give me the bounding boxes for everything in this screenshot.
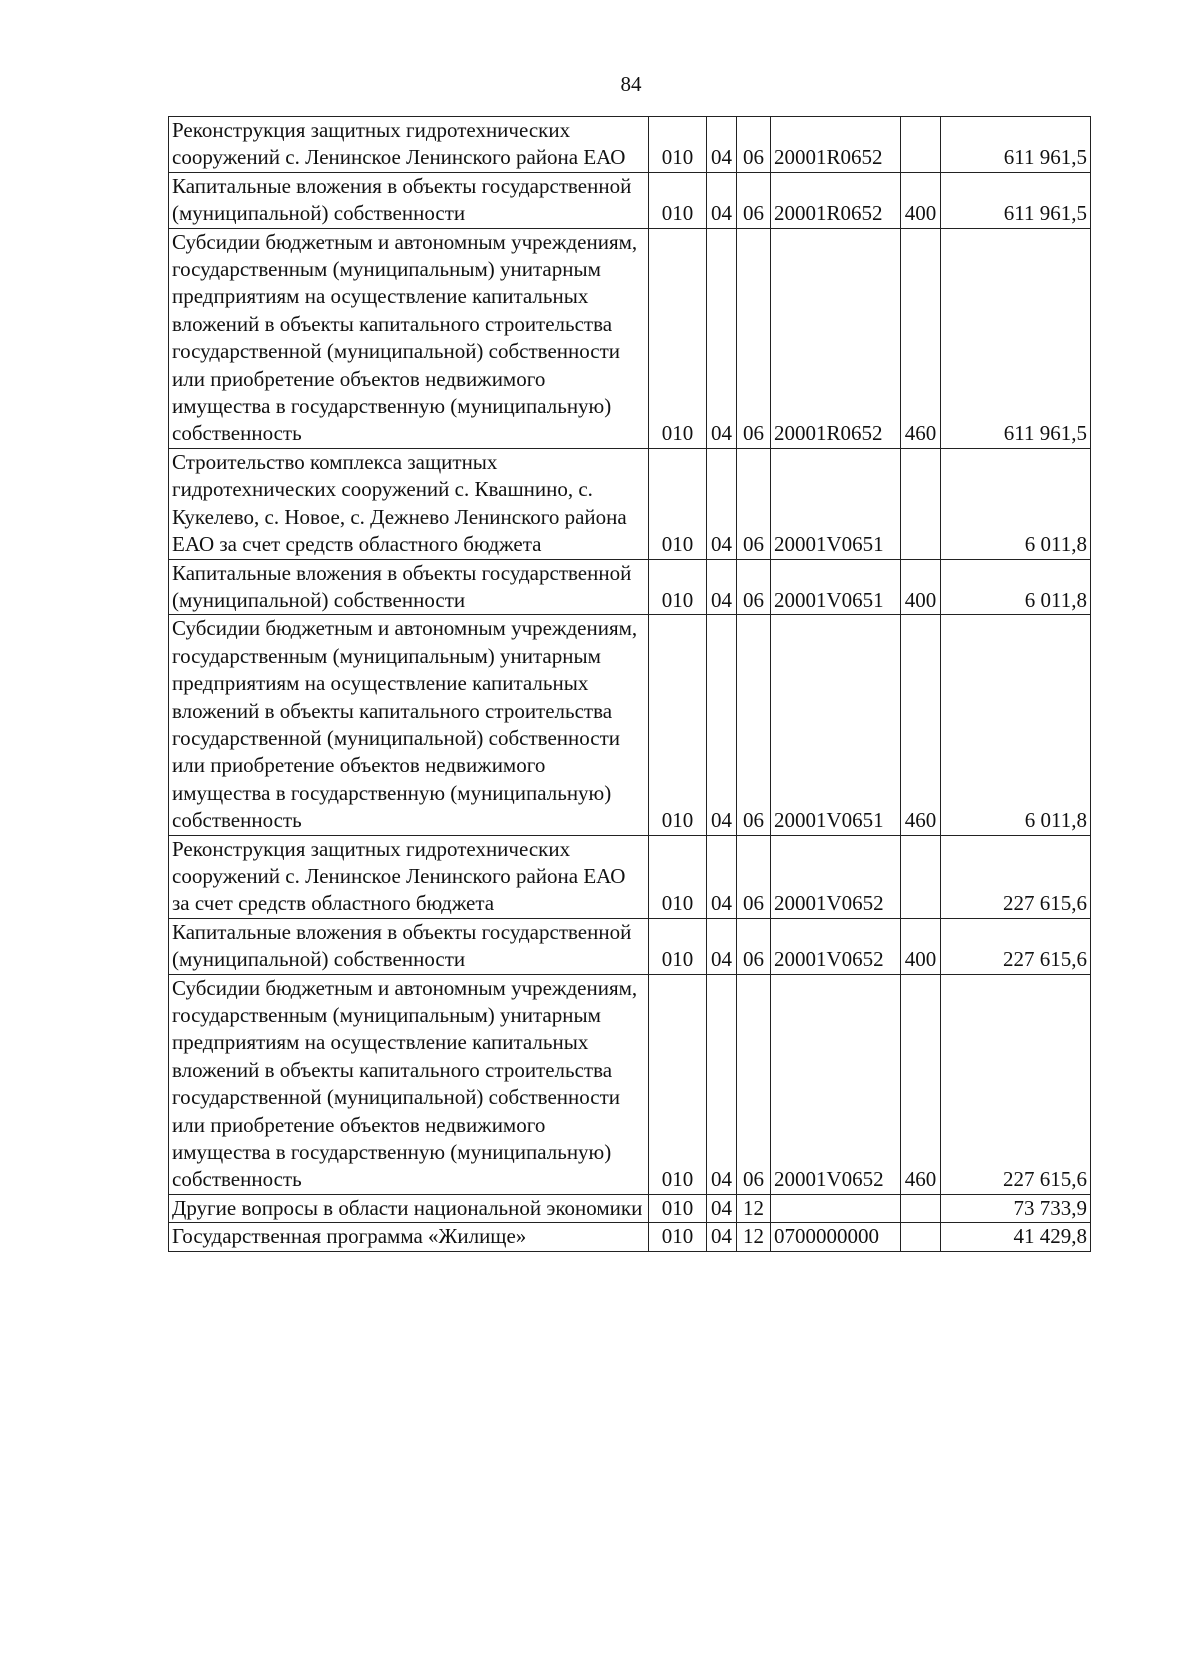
table-row: [169, 974, 1091, 1194]
row-name: Капитальные вложения в объекты государственной (муниципальной) собственности: [169, 918, 649, 974]
row-name: Субсидии бюджетным и автономным учреждениям, государственным (муниципальным) унитарным предприятиям на осуществление капитальных вложений в объекты капитального строительства государственной (муниципальной) собственности или приобретение объектов недвижимого имущества в государственную (муниципальную) собственность: [169, 615, 649, 835]
row-vr: 460: [901, 228, 941, 448]
row-grbs: 010: [649, 615, 707, 835]
row-pr: 06: [737, 559, 771, 615]
row-vr: [901, 835, 941, 918]
row-sum: 227 615,6: [941, 835, 1091, 918]
row-vr: 400: [901, 559, 941, 615]
row-name: Строительство комплекса защитных гидротехнических сооружений с. Квашнино, с. Кукелево, с. Новое, с. Дежнево Ленинского района ЕАО за счет средств областного бюджета: [169, 448, 649, 559]
row-vr: [901, 117, 941, 173]
row-vr: 460: [901, 615, 941, 835]
row-sum: 73 733,9: [941, 1194, 1091, 1222]
budget-table: [168, 116, 1091, 1252]
row-sum: 611 961,5: [941, 117, 1091, 173]
row-rz: 04: [707, 615, 737, 835]
table-row: [169, 835, 1091, 918]
row-rz: 04: [707, 448, 737, 559]
row-rz: 04: [707, 918, 737, 974]
row-sum: 41 429,8: [941, 1223, 1091, 1251]
row-name: Реконструкция защитных гидротехнических сооружений с. Ленинское Ленинского района ЕАО: [169, 117, 649, 173]
row-name: Государственная программа «Жилище»: [169, 1223, 649, 1251]
row-rz: 04: [707, 974, 737, 1194]
row-name: Капитальные вложения в объекты государственной (муниципальной) собственности: [169, 172, 649, 228]
row-csr: [771, 1194, 901, 1222]
table-row: [169, 615, 1091, 835]
row-pr: 06: [737, 835, 771, 918]
row-csr: 20001V0651: [771, 559, 901, 615]
row-grbs: 010: [649, 1194, 707, 1222]
row-csr: 20001V0651: [771, 615, 901, 835]
table-row: [169, 172, 1091, 228]
page-number: 84: [620, 72, 642, 96]
row-grbs: 010: [649, 559, 707, 615]
table-row: [169, 918, 1091, 974]
row-csr: 20001R0652: [771, 228, 901, 448]
row-grbs: 010: [649, 228, 707, 448]
row-name: Субсидии бюджетным и автономным учреждениям, государственным (муниципальным) унитарным предприятиям на осуществление капитальных вложений в объекты капитального строительства государственной (муниципальной) собственности или приобретение объектов недвижимого имущества в государственную (муниципальную) собственность: [169, 974, 649, 1194]
row-rz: 04: [707, 1223, 737, 1251]
row-csr: 20001R0652: [771, 172, 901, 228]
row-rz: 04: [707, 835, 737, 918]
row-pr: 06: [737, 918, 771, 974]
row-grbs: 010: [649, 974, 707, 1194]
table-row: [169, 228, 1091, 448]
row-rz: 04: [707, 228, 737, 448]
row-pr: 06: [737, 117, 771, 173]
row-pr: 06: [737, 172, 771, 228]
row-pr: 06: [737, 974, 771, 1194]
table-row: [169, 1194, 1091, 1222]
row-grbs: 010: [649, 835, 707, 918]
row-sum: 6 011,8: [941, 615, 1091, 835]
row-csr: 0700000000: [771, 1223, 901, 1251]
row-grbs: 010: [649, 1223, 707, 1251]
row-vr: [901, 1194, 941, 1222]
row-name: Субсидии бюджетным и автономным учреждениям, государственным (муниципальным) унитарным предприятиям на осуществление капитальных вложений в объекты капитального строительства государственной (муниципальной) собственности или приобретение объектов недвижимого имущества в государственную (муниципальную) собственность: [169, 228, 649, 448]
row-vr: [901, 1223, 941, 1251]
row-grbs: 010: [649, 448, 707, 559]
row-grbs: 010: [649, 172, 707, 228]
row-vr: 400: [901, 172, 941, 228]
row-sum: 6 011,8: [941, 448, 1091, 559]
row-grbs: 010: [649, 117, 707, 173]
row-sum: 227 615,6: [941, 918, 1091, 974]
row-pr: 06: [737, 228, 771, 448]
row-rz: 04: [707, 559, 737, 615]
row-vr: 460: [901, 974, 941, 1194]
row-csr: 20001V0651: [771, 448, 901, 559]
row-sum: 611 961,5: [941, 172, 1091, 228]
row-csr: 20001V0652: [771, 835, 901, 918]
row-name: Реконструкция защитных гидротехнических сооружений с. Ленинское Ленинского района ЕАО за счет средств областного бюджета: [169, 835, 649, 918]
row-grbs: 010: [649, 918, 707, 974]
row-rz: 04: [707, 117, 737, 173]
row-rz: 04: [707, 1194, 737, 1222]
row-rz: 04: [707, 172, 737, 228]
row-name: Другие вопросы в области национальной экономики: [169, 1194, 649, 1222]
table-row: [169, 559, 1091, 615]
row-pr: 06: [737, 615, 771, 835]
row-vr: 400: [901, 918, 941, 974]
table-row: [169, 1223, 1091, 1251]
row-csr: 20001R0652: [771, 117, 901, 173]
row-csr: 20001V0652: [771, 918, 901, 974]
row-pr: 12: [737, 1194, 771, 1222]
row-name: Капитальные вложения в объекты государственной (муниципальной) собственности: [169, 559, 649, 615]
row-sum: 6 011,8: [941, 559, 1091, 615]
table-row: [169, 117, 1091, 173]
row-sum: 227 615,6: [941, 974, 1091, 1194]
row-csr: 20001V0652: [771, 974, 901, 1194]
row-vr: [901, 448, 941, 559]
row-pr: 06: [737, 448, 771, 559]
row-sum: 611 961,5: [941, 228, 1091, 448]
row-pr: 12: [737, 1223, 771, 1251]
table-row: [169, 448, 1091, 559]
